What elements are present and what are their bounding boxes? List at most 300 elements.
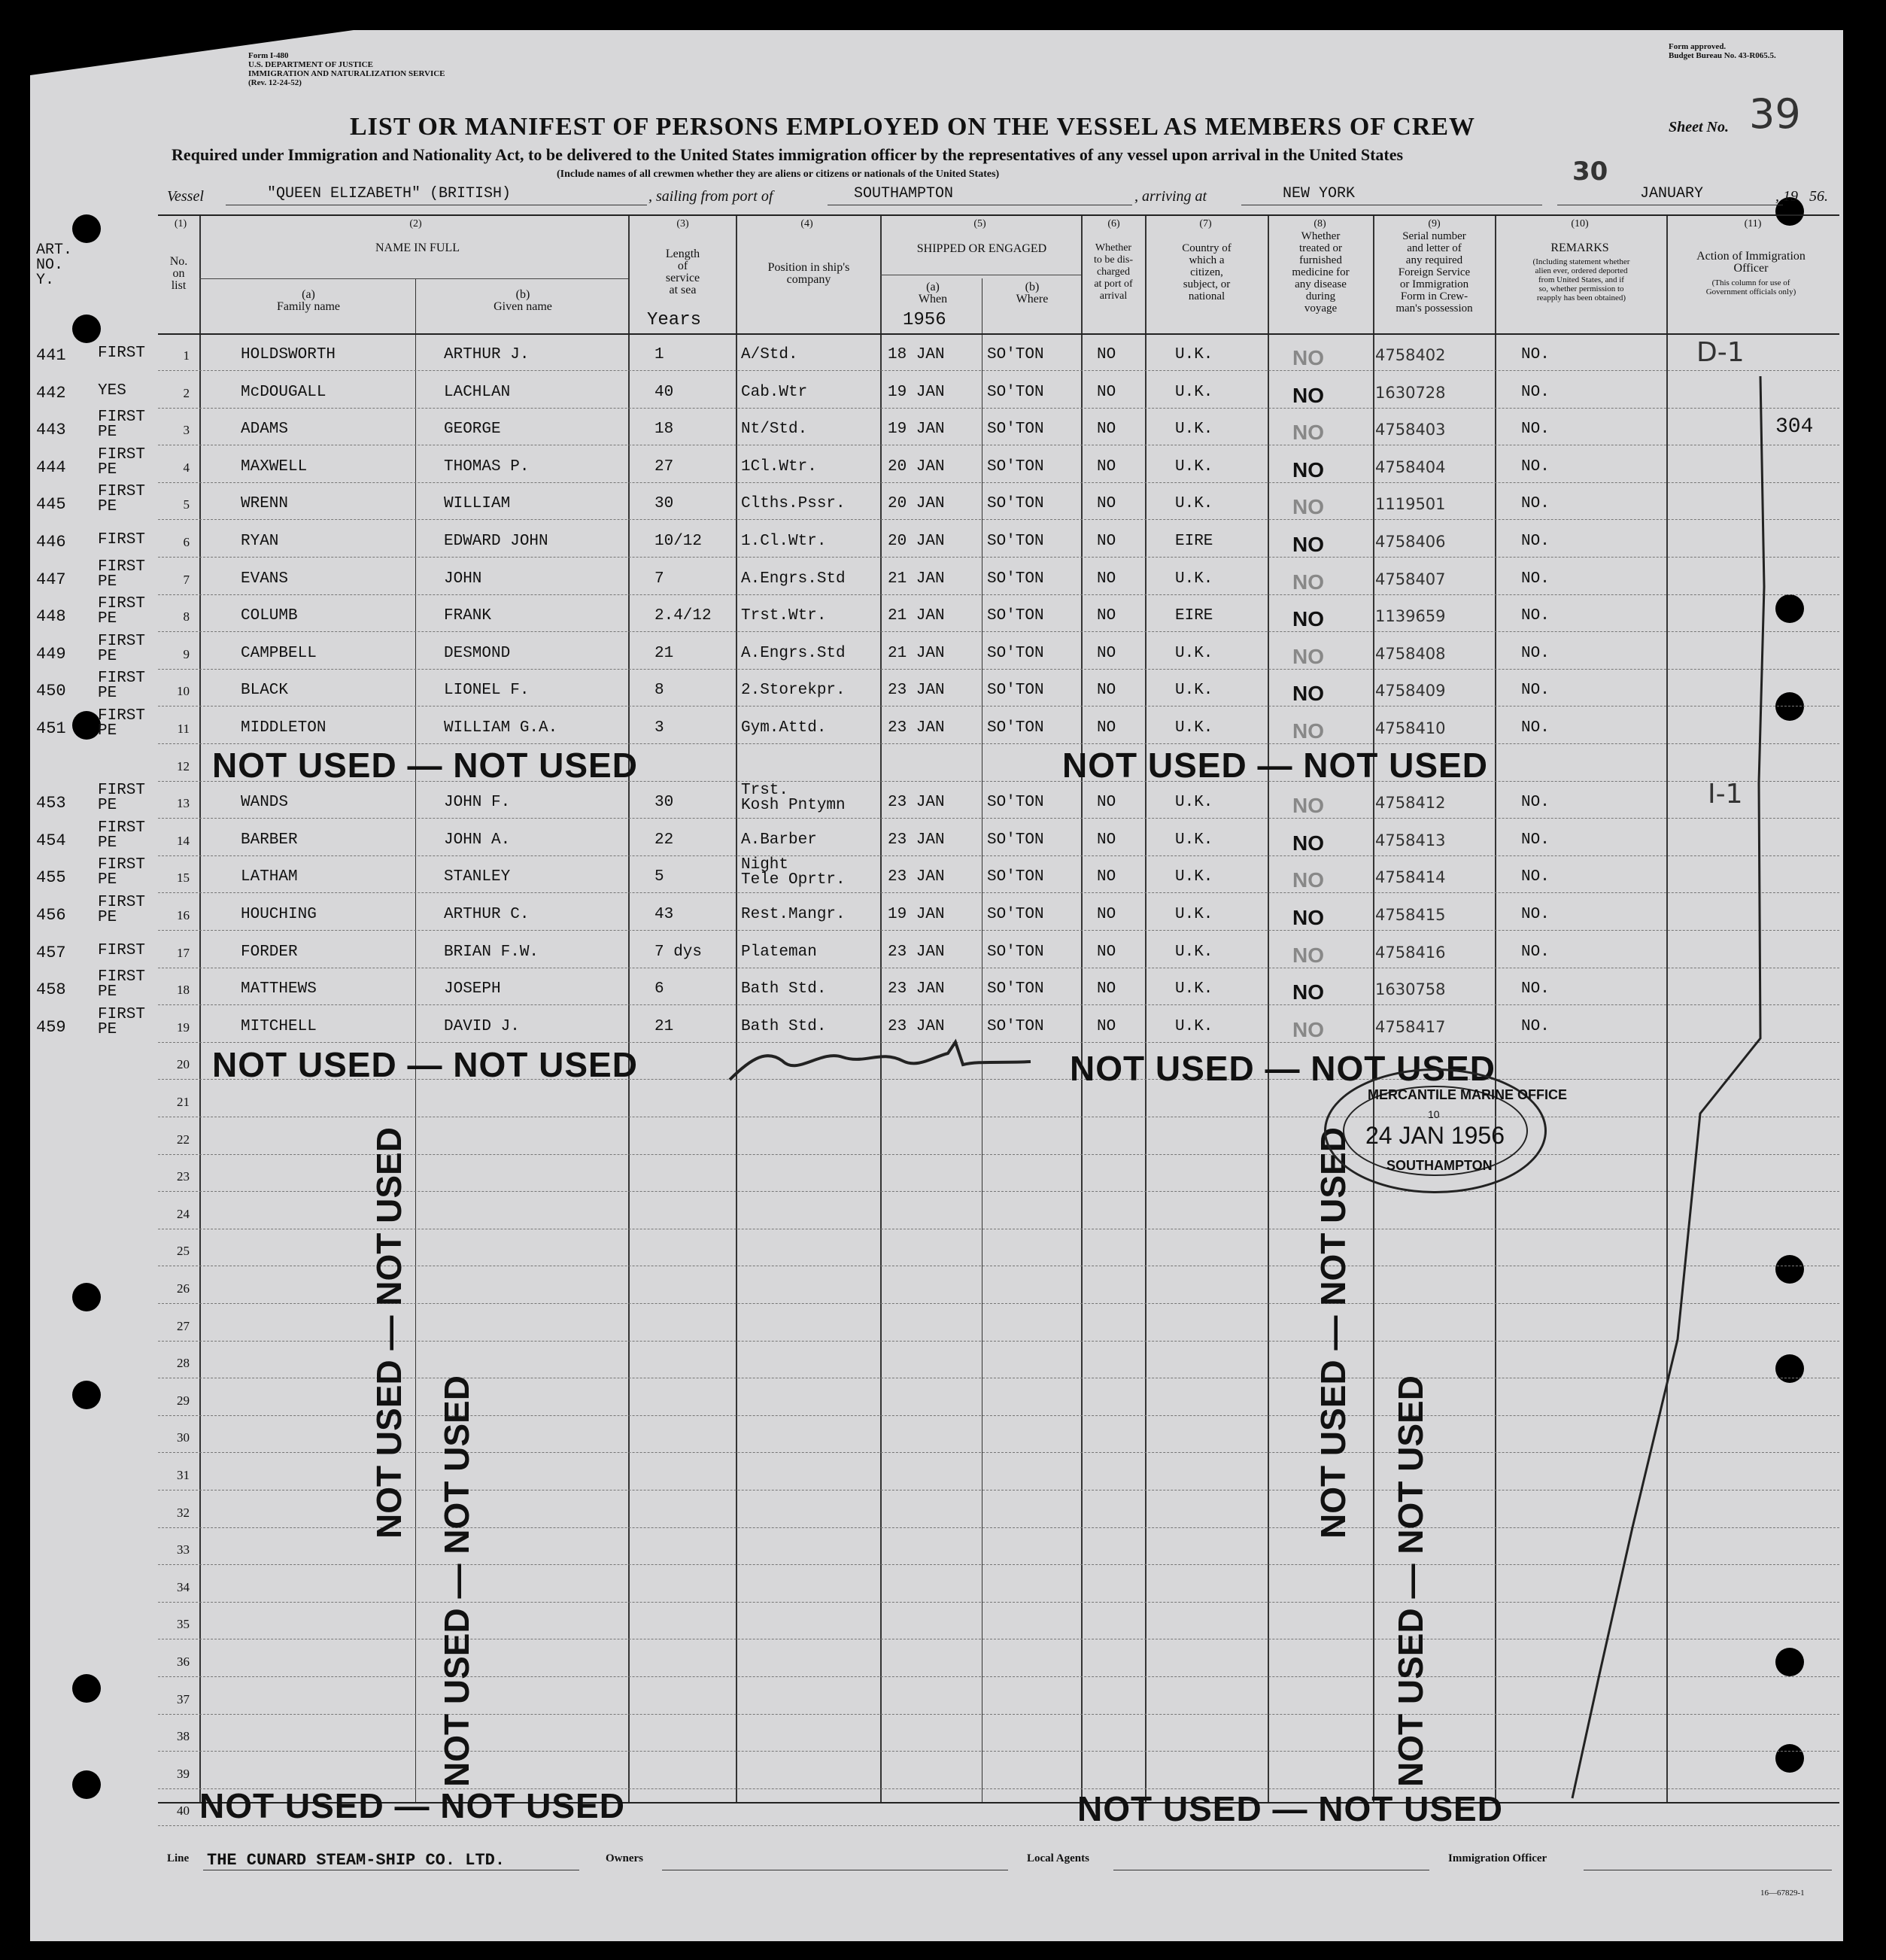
class-code: YES bbox=[98, 382, 126, 400]
country: U.K. bbox=[1175, 944, 1213, 961]
remarks: NO. bbox=[1521, 346, 1550, 363]
row-number: 37 bbox=[177, 1692, 190, 1706]
row-number: 32 bbox=[177, 1506, 190, 1520]
remarks: NO. bbox=[1521, 944, 1550, 961]
punch-hole bbox=[1775, 1648, 1804, 1676]
country: U.K. bbox=[1175, 719, 1213, 737]
revision: (Rev. 12-24-52) bbox=[248, 78, 302, 87]
stamp-bottom-text: SOUTHAMPTON bbox=[1386, 1158, 1493, 1173]
row-number: 7 bbox=[183, 573, 190, 587]
shipped-where: SO'TON bbox=[987, 906, 1044, 923]
given-name: JOSEPH bbox=[444, 980, 501, 998]
punch-hole bbox=[72, 1674, 101, 1703]
given-name: ARTHUR J. bbox=[444, 346, 530, 363]
country: U.K. bbox=[1175, 1018, 1213, 1035]
discharged: NO bbox=[1097, 533, 1116, 550]
country: U.K. bbox=[1175, 384, 1213, 401]
country: EIRE bbox=[1175, 533, 1213, 550]
country: U.K. bbox=[1175, 570, 1213, 588]
stamp-date: 24 JAN 1956 bbox=[1365, 1122, 1505, 1149]
shipped-when: 23 JAN bbox=[888, 944, 945, 961]
given-name: THOMAS P. bbox=[444, 458, 530, 476]
position: Bath Std. bbox=[741, 1018, 827, 1035]
form-id bbox=[248, 51, 445, 87]
position: Gym.Attd. bbox=[741, 719, 827, 737]
col2b-header: (b) Given name bbox=[494, 288, 552, 313]
discharged: NO bbox=[1097, 719, 1116, 737]
given-name: ARTHUR C. bbox=[444, 906, 530, 923]
row-number: 2 bbox=[183, 386, 190, 400]
given-name: EDWARD JOHN bbox=[444, 533, 548, 550]
officer-mark: D-1 bbox=[1696, 337, 1745, 368]
medicine: NO bbox=[1292, 944, 1324, 967]
shipped-where: SO'TON bbox=[987, 831, 1044, 849]
row-number: 1 bbox=[183, 348, 190, 363]
medicine: NO bbox=[1292, 458, 1324, 482]
shipped-when: 21 JAN bbox=[888, 645, 945, 662]
class-code: FIRST bbox=[98, 531, 146, 548]
arrival-month: JANUARY bbox=[1640, 185, 1704, 202]
stamp-number: 10 bbox=[1428, 1108, 1440, 1120]
shipped-where: SO'TON bbox=[987, 495, 1044, 512]
discharged: NO bbox=[1097, 346, 1116, 363]
given-name: FRANK bbox=[444, 607, 492, 624]
discharged: NO bbox=[1097, 794, 1116, 811]
not-used-vertical: NOT USED — NOT USED bbox=[1391, 1375, 1430, 1787]
row-number: 16 bbox=[177, 908, 190, 922]
service-length: 22 bbox=[654, 831, 674, 849]
discharged: NO bbox=[1097, 458, 1116, 476]
serial-number: 4758403 bbox=[1375, 421, 1446, 439]
class-code: FIRST bbox=[98, 942, 146, 959]
medicine: NO bbox=[1292, 794, 1324, 817]
owners-label: Owners bbox=[606, 1852, 643, 1864]
country: U.K. bbox=[1175, 868, 1213, 886]
service-length: 30 bbox=[654, 495, 674, 512]
medicine: NO bbox=[1292, 645, 1324, 668]
service-length: 18 bbox=[654, 421, 674, 438]
row-number: 29 bbox=[177, 1393, 190, 1408]
family-name: ADAMS bbox=[241, 421, 289, 438]
shipped-where: SO'TON bbox=[987, 794, 1044, 811]
serial-number: 4758402 bbox=[1375, 346, 1446, 364]
shipped-when: 23 JAN bbox=[888, 980, 945, 998]
year-prefix: , 19 bbox=[1775, 188, 1798, 205]
service-length: 1 bbox=[654, 346, 664, 363]
col6-header: Whether to be dis- charged at port of arrival bbox=[1093, 242, 1134, 302]
col7-header: Country of which a citizen, subject, or national bbox=[1182, 242, 1232, 302]
col5-number: (5) bbox=[973, 218, 986, 229]
row-number: 35 bbox=[177, 1617, 190, 1631]
serial-number: 4758408 bbox=[1375, 645, 1446, 663]
position: A.Engrs.Std bbox=[741, 570, 846, 588]
discharged: NO bbox=[1097, 1018, 1116, 1035]
col5a-header: (a) When bbox=[918, 281, 948, 305]
col3-number: (3) bbox=[676, 218, 689, 229]
service-length: 3 bbox=[654, 719, 664, 737]
service-length: 30 bbox=[654, 794, 674, 811]
shipped-when: 19 JAN bbox=[888, 384, 945, 401]
vessel-name: "QUEEN ELIZABETH" (BRITISH) bbox=[267, 185, 512, 202]
medicine: NO bbox=[1292, 831, 1324, 855]
serial-number: 4758410 bbox=[1375, 719, 1446, 737]
service-length: 8 bbox=[654, 682, 664, 699]
row-number: 14 bbox=[177, 834, 190, 848]
col1-header: No. on list bbox=[169, 255, 188, 292]
row-number: 26 bbox=[177, 1281, 190, 1296]
family-name: McDOUGALL bbox=[241, 384, 326, 401]
officer-count: 304 bbox=[1775, 415, 1814, 439]
service-length: 6 bbox=[654, 980, 664, 998]
family-name: MIDDLETON bbox=[241, 719, 326, 737]
not-used-stamp: NOT USED — NOT USED bbox=[212, 1045, 638, 1084]
shipped-where: SO'TON bbox=[987, 346, 1044, 363]
discharged: NO bbox=[1097, 607, 1116, 624]
col11-header: Action of Immigration Officer bbox=[1696, 250, 1806, 275]
not-used-stamp: NOT USED — NOT USED bbox=[199, 1786, 625, 1825]
class-code: FIRST PE bbox=[98, 1006, 146, 1038]
discharged: NO bbox=[1097, 495, 1116, 512]
country: U.K. bbox=[1175, 794, 1213, 811]
col2-header: NAME IN FULL bbox=[375, 242, 460, 254]
row-number: 23 bbox=[177, 1169, 190, 1184]
form-approval bbox=[1669, 42, 1776, 60]
family-name: WRENN bbox=[241, 495, 289, 512]
row-number: 39 bbox=[177, 1767, 190, 1781]
col5a-year: 1956 bbox=[903, 310, 946, 330]
service: IMMIGRATION AND NATURALIZATION SERVICE bbox=[248, 69, 445, 78]
include-note: (Include names of all crewmen whether they are aliens or citizens or nationals of the United States) bbox=[557, 169, 1000, 180]
shipped-when: 21 JAN bbox=[888, 607, 945, 624]
col11-number: (11) bbox=[1744, 218, 1762, 229]
remarks: NO. bbox=[1521, 906, 1550, 923]
serial-number: 4758417 bbox=[1375, 1018, 1446, 1036]
shipped-when: 23 JAN bbox=[888, 1018, 945, 1035]
family-name: EVANS bbox=[241, 570, 289, 588]
shipped-when: 23 JAN bbox=[888, 682, 945, 699]
art-no: 442 bbox=[36, 384, 66, 403]
service-length: 2.4/12 bbox=[654, 607, 712, 624]
discharged: NO bbox=[1097, 831, 1116, 849]
class-code: FIRST PE bbox=[98, 558, 146, 591]
art-no: 455 bbox=[36, 868, 66, 887]
art-no: 444 bbox=[36, 458, 66, 477]
row-number: 4 bbox=[183, 460, 190, 475]
not-used-stamp: NOT USED — NOT USED bbox=[212, 746, 638, 785]
arrival-port: NEW YORK bbox=[1283, 185, 1356, 202]
medicine: NO bbox=[1292, 868, 1324, 892]
row-number: 11 bbox=[177, 722, 190, 736]
col5-header: SHIPPED OR ENGAGED bbox=[916, 242, 1047, 255]
serial-number: 4758412 bbox=[1375, 794, 1446, 812]
shipped-where: SO'TON bbox=[987, 868, 1044, 886]
col11-note: (This column for use of Government officials only) bbox=[1705, 278, 1796, 296]
service-length: 7 dys bbox=[654, 944, 703, 961]
remarks: NO. bbox=[1521, 868, 1550, 886]
shipped-when: 20 JAN bbox=[888, 533, 945, 550]
serial-number: 1139659 bbox=[1375, 607, 1446, 625]
row-number: 13 bbox=[177, 796, 190, 810]
col10-note: (Including statement whether alien ever, ordered deported from United States, and if so, whether permission to reapply has been obtained) bbox=[1532, 257, 1630, 302]
row-number: 18 bbox=[177, 983, 190, 997]
discharged: NO bbox=[1097, 682, 1116, 699]
given-name: LACHLAN bbox=[444, 384, 511, 401]
family-name: COLUMB bbox=[241, 607, 298, 624]
given-name: JOHN bbox=[444, 570, 482, 588]
art-no: 446 bbox=[36, 533, 66, 552]
family-name: BLACK bbox=[241, 682, 289, 699]
service-length: 27 bbox=[654, 458, 674, 476]
discharged: NO bbox=[1097, 906, 1116, 923]
row-number: 6 bbox=[183, 535, 190, 549]
budget-bureau: Budget Bureau No. 43-R065.5. bbox=[1669, 51, 1776, 60]
art-no: 454 bbox=[36, 831, 66, 850]
punch-hole bbox=[1775, 1744, 1804, 1773]
medicine: NO bbox=[1292, 570, 1324, 594]
family-name: MITCHELL bbox=[241, 1018, 317, 1035]
punch-hole bbox=[72, 214, 101, 243]
row-number: 17 bbox=[177, 946, 190, 960]
col7-number: (7) bbox=[1199, 218, 1212, 229]
not-used-vertical: NOT USED — NOT USED bbox=[1314, 1127, 1353, 1539]
subtitle: Required under Immigration and Nationality Act, to be delivered to the United States immigration officer by the representatives of any vessel upon arrival in the United States bbox=[172, 145, 1404, 164]
remarks: NO. bbox=[1521, 831, 1550, 849]
class-code: FIRST PE bbox=[98, 782, 146, 814]
col10-header: REMARKS bbox=[1550, 242, 1609, 254]
country: U.K. bbox=[1175, 421, 1213, 438]
remarks: NO. bbox=[1521, 682, 1550, 699]
row-number: 21 bbox=[177, 1095, 190, 1109]
class-code: FIRST PE bbox=[98, 483, 146, 515]
position: Bath Std. bbox=[741, 980, 827, 998]
art-no: 447 bbox=[36, 570, 66, 589]
medicine: NO bbox=[1292, 346, 1324, 369]
shipped-where: SO'TON bbox=[987, 645, 1044, 662]
shipped-where: SO'TON bbox=[987, 719, 1044, 737]
print-code: 16—67829-1 bbox=[1760, 1889, 1805, 1898]
vessel-label: Vessel bbox=[167, 188, 204, 205]
row-number: 10 bbox=[177, 684, 190, 698]
year-suffix: 56. bbox=[1809, 188, 1828, 205]
page-title: LIST OR MANIFEST OF PERSONS EMPLOYED ON THE VESSEL AS MEMBERS OF CREW bbox=[350, 113, 1476, 141]
position: Cab.Wtr bbox=[741, 384, 808, 401]
medicine: NO bbox=[1292, 607, 1324, 631]
service-length: 43 bbox=[654, 906, 674, 923]
row-number: 24 bbox=[177, 1207, 190, 1221]
medicine: NO bbox=[1292, 906, 1324, 929]
family-name: WANDS bbox=[241, 794, 289, 811]
row-number: 38 bbox=[177, 1729, 190, 1743]
position: 1Cl.Wtr. bbox=[741, 458, 817, 476]
family-name: HOUCHING bbox=[241, 906, 317, 923]
punch-hole bbox=[72, 1381, 101, 1409]
discharged: NO bbox=[1097, 944, 1116, 961]
class-code: FIRST PE bbox=[98, 894, 146, 926]
row-number: 36 bbox=[177, 1655, 190, 1669]
shipped-where: SO'TON bbox=[987, 682, 1044, 699]
art-no: 445 bbox=[36, 495, 66, 514]
not-used-vertical: NOT USED — NOT USED bbox=[369, 1127, 408, 1539]
col3-unit: Years bbox=[647, 310, 702, 330]
col9-number: (9) bbox=[1428, 218, 1441, 229]
position: 1.Cl.Wtr. bbox=[741, 533, 827, 550]
shipped-when: 23 JAN bbox=[888, 868, 945, 886]
medicine: NO bbox=[1292, 495, 1324, 518]
arrival-day: 30 bbox=[1572, 156, 1608, 187]
class-code: FIRST PE bbox=[98, 670, 146, 702]
row-number: 15 bbox=[177, 871, 190, 885]
col5b-header: (b) Where bbox=[1016, 281, 1049, 305]
class-code: FIRST PE bbox=[98, 856, 146, 889]
country: U.K. bbox=[1175, 831, 1213, 849]
given-name: LIONEL F. bbox=[444, 682, 530, 699]
col9-header: Serial number and letter of any required Foreign Service or Immigration Form in Crew- man's possession bbox=[1396, 230, 1473, 315]
row-number: 19 bbox=[177, 1020, 190, 1035]
service-length: 5 bbox=[654, 868, 664, 886]
local-agents-label: Local Agents bbox=[1027, 1852, 1089, 1864]
art-no: 453 bbox=[36, 794, 66, 813]
class-code: FIRST bbox=[98, 345, 146, 362]
service-length: 40 bbox=[654, 384, 674, 401]
country: U.K. bbox=[1175, 906, 1213, 923]
shipped-where: SO'TON bbox=[987, 1018, 1044, 1035]
discharged: NO bbox=[1097, 570, 1116, 588]
country: U.K. bbox=[1175, 682, 1213, 699]
country: U.K. bbox=[1175, 495, 1213, 512]
service-length: 21 bbox=[654, 645, 674, 662]
punch-hole bbox=[1775, 1255, 1804, 1284]
shipped-where: SO'TON bbox=[987, 980, 1044, 998]
country: EIRE bbox=[1175, 607, 1213, 624]
serial-number: 1630728 bbox=[1375, 384, 1446, 402]
family-name: FORDER bbox=[241, 944, 298, 961]
shipped-where: SO'TON bbox=[987, 533, 1044, 550]
given-name: JOHN A. bbox=[444, 831, 511, 849]
immigration-officer-label: Immigration Officer bbox=[1448, 1852, 1547, 1864]
shipped-where: SO'TON bbox=[987, 607, 1044, 624]
col6-number: (6) bbox=[1107, 218, 1120, 229]
given-name: JOHN F. bbox=[444, 794, 511, 811]
remarks: NO. bbox=[1521, 980, 1550, 998]
row-number: 33 bbox=[177, 1542, 190, 1557]
row-number: 22 bbox=[177, 1132, 190, 1147]
serial-number: 1630758 bbox=[1375, 980, 1446, 998]
departure-port: SOUTHAMPTON bbox=[854, 185, 954, 202]
row-number: 3 bbox=[183, 423, 190, 437]
class-code: FIRST PE bbox=[98, 968, 146, 1001]
serial-number: 4758406 bbox=[1375, 533, 1446, 551]
shipped-where: SO'TON bbox=[987, 458, 1044, 476]
given-name: STANLEY bbox=[444, 868, 511, 886]
given-name: WILLIAM bbox=[444, 495, 511, 512]
shipped-where: SO'TON bbox=[987, 384, 1044, 401]
shipped-when: 20 JAN bbox=[888, 458, 945, 476]
service-length: 21 bbox=[654, 1018, 674, 1035]
row-number: 40 bbox=[177, 1804, 190, 1818]
shipped-when: 21 JAN bbox=[888, 570, 945, 588]
class-code: FIRST PE bbox=[98, 633, 146, 665]
discharged: NO bbox=[1097, 868, 1116, 886]
not-used-stamp: NOT USED — NOT USED bbox=[1070, 1049, 1496, 1088]
family-name: MATTHEWS bbox=[241, 980, 317, 998]
service-length: 7 bbox=[654, 570, 664, 588]
remarks: NO. bbox=[1521, 570, 1550, 588]
row-number: 20 bbox=[177, 1057, 190, 1071]
row-number: 30 bbox=[177, 1430, 190, 1445]
country: U.K. bbox=[1175, 346, 1213, 363]
remarks: NO. bbox=[1521, 645, 1550, 662]
discharged: NO bbox=[1097, 645, 1116, 662]
col8-number: (8) bbox=[1314, 218, 1326, 229]
given-name: DESMOND bbox=[444, 645, 511, 662]
position: Nt/Std. bbox=[741, 421, 808, 438]
class-code: FIRST PE bbox=[98, 819, 146, 852]
sailing-label: , sailing from port of bbox=[648, 188, 773, 205]
remarks: NO. bbox=[1521, 421, 1550, 438]
position: Plateman bbox=[741, 944, 817, 961]
art-no: 456 bbox=[36, 906, 66, 925]
serial-number: 4758407 bbox=[1375, 570, 1446, 588]
given-name: DAVID J. bbox=[444, 1018, 520, 1035]
class-code: FIRST PE bbox=[98, 595, 146, 628]
serial-number: 4758404 bbox=[1375, 458, 1446, 476]
shipped-where: SO'TON bbox=[987, 421, 1044, 438]
medicine: NO bbox=[1292, 421, 1324, 444]
row-number: 28 bbox=[177, 1356, 190, 1370]
art-no: 441 bbox=[36, 346, 66, 365]
col2a-header: (a) Family name bbox=[277, 288, 340, 313]
mercantile-marine-office-stamp bbox=[1324, 1068, 1567, 1193]
sheet-number: 39 bbox=[1749, 90, 1801, 138]
class-code: FIRST PE bbox=[98, 409, 146, 441]
medicine: NO bbox=[1292, 719, 1324, 743]
family-name: RYAN bbox=[241, 533, 279, 550]
serial-number: 4758414 bbox=[1375, 868, 1446, 886]
discharged: NO bbox=[1097, 980, 1116, 998]
discharged: NO bbox=[1097, 421, 1116, 438]
master-signature bbox=[722, 1035, 1038, 1095]
country: U.K. bbox=[1175, 980, 1213, 998]
position: Rest.Mangr. bbox=[741, 906, 846, 923]
punch-hole bbox=[72, 711, 101, 740]
shipped-when: 19 JAN bbox=[888, 906, 945, 923]
col8-header: Whether treated or furnished medicine for any disease during voyage bbox=[1292, 230, 1350, 315]
medicine: NO bbox=[1292, 682, 1324, 705]
shipped-where: SO'TON bbox=[987, 570, 1044, 588]
arriving-label: , arriving at bbox=[1134, 188, 1207, 205]
shipped-when: 19 JAN bbox=[888, 421, 945, 438]
remarks: NO. bbox=[1521, 495, 1550, 512]
family-name: HOLDSWORTH bbox=[241, 346, 336, 363]
punch-hole bbox=[72, 1770, 101, 1799]
line-label: Line bbox=[167, 1852, 190, 1864]
family-name: BARBER bbox=[241, 831, 298, 849]
art-no: 457 bbox=[36, 944, 66, 962]
row-number: 8 bbox=[183, 609, 190, 624]
row-number: 34 bbox=[177, 1580, 190, 1594]
not-used-vertical: NOT USED — NOT USED bbox=[437, 1375, 476, 1787]
position: A.Barber bbox=[741, 831, 817, 849]
not-used-stamp: NOT USED — NOT USED bbox=[1062, 746, 1488, 785]
col3-header: Length of service at sea bbox=[665, 248, 700, 296]
class-code: FIRST PE bbox=[98, 446, 146, 479]
sheet-label: Sheet No. bbox=[1669, 119, 1729, 135]
serial-number: 4758416 bbox=[1375, 944, 1446, 962]
art-no: 450 bbox=[36, 682, 66, 700]
position: Clths.Pssr. bbox=[741, 495, 846, 512]
punch-hole bbox=[1775, 594, 1804, 623]
position: A.Engrs.Std bbox=[741, 645, 846, 662]
